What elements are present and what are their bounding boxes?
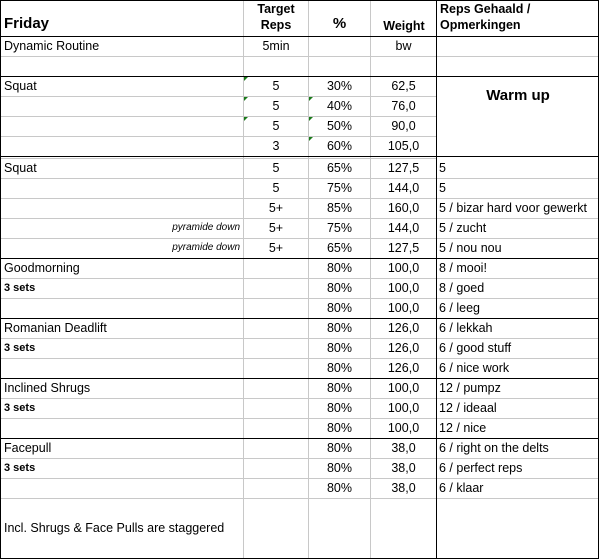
percent-cell: 65% — [326, 241, 353, 255]
exercise-cell — [4, 178, 240, 198]
grid-line — [436, 278, 598, 279]
grid-line — [436, 478, 598, 479]
grid-line — [436, 298, 598, 299]
weight-cell: 100,0 — [387, 261, 420, 275]
reps-done-cell — [439, 96, 597, 116]
reps-done-cell: 12 / pumpz — [439, 381, 501, 395]
target-reps-cell: 5 — [272, 119, 280, 133]
target-reps-cell: 5 — [272, 161, 280, 175]
target-reps-cell: 5 — [272, 181, 280, 195]
grid-line — [436, 56, 598, 57]
reps-done-cell: 12 / nice — [439, 421, 487, 435]
percent-cell: 85% — [326, 201, 353, 215]
footer-note: Incl. Shrugs & Face Pulls are staggered — [4, 521, 225, 535]
weight-cell: 100,0 — [387, 301, 420, 315]
reps-done-cell — [439, 76, 597, 96]
weight-cell: 160,0 — [387, 201, 420, 215]
reps-done-cell: 12 / ideaal — [439, 401, 497, 415]
reps-done-cell: 6 / leeg — [439, 301, 481, 315]
percent-cell: 30% — [326, 79, 353, 93]
header-percent: % — [332, 15, 347, 32]
target-reps-cell — [244, 478, 308, 498]
exercise-cell: 3 sets — [4, 402, 36, 414]
target-reps-cell — [244, 458, 308, 478]
grid-line — [436, 338, 598, 339]
reps-done-cell: 8 / goed — [439, 281, 485, 295]
exercise-cell — [4, 96, 240, 116]
target-reps-cell — [244, 398, 308, 418]
exercise-cell — [4, 116, 240, 136]
percent-cell: 75% — [326, 221, 353, 235]
grid-line — [436, 398, 598, 399]
set-note-cell: pyramide down — [172, 242, 240, 253]
border-line — [0, 378, 599, 379]
percent-cell: 80% — [326, 461, 353, 475]
grid-line — [370, 0, 371, 559]
grid-line — [436, 458, 598, 459]
weight-cell: 90,0 — [391, 119, 416, 133]
weight-cell: 105,0 — [387, 139, 420, 153]
reps-done-cell — [439, 36, 597, 56]
border-line — [0, 156, 599, 157]
weight-cell: 38,0 — [391, 461, 416, 475]
reps-done-cell: 5 — [439, 181, 446, 195]
percent-cell: 80% — [326, 321, 353, 335]
border-line — [0, 258, 599, 259]
exercise-cell: Squat — [4, 79, 37, 93]
grid-line — [243, 0, 244, 559]
reps-done-cell: 6 / lekkah — [439, 321, 493, 335]
target-reps-cell — [244, 338, 308, 358]
border-line — [0, 438, 599, 439]
weight-cell: 100,0 — [387, 281, 420, 295]
border-line — [0, 0, 599, 1]
exercise-cell: 3 sets — [4, 342, 36, 354]
target-reps-cell: 5 — [272, 99, 280, 113]
percent-cell: 80% — [326, 301, 353, 315]
weight-cell: 62,5 — [391, 79, 416, 93]
weight-cell: 38,0 — [391, 441, 416, 455]
border-line — [436, 0, 437, 559]
target-reps-cell: 5min — [262, 39, 290, 53]
weight-cell: 100,0 — [387, 401, 420, 415]
warmup-label: Warm up — [486, 87, 550, 104]
reps-done-cell: 6 / good stuff — [439, 341, 512, 355]
reps-done-cell: 6 / nice work — [439, 361, 510, 375]
reps-done-cell: 5 / bizar hard voor gewerkt — [439, 201, 587, 215]
exercise-cell — [4, 198, 240, 218]
reps-done-cell: 6 / klaar — [439, 481, 484, 495]
exercise-cell: Squat — [4, 161, 37, 175]
percent-cell: 80% — [326, 481, 353, 495]
exercise-cell — [4, 298, 240, 318]
reps-done-cell: 5 / nou nou — [439, 241, 502, 255]
target-reps-cell — [244, 418, 308, 438]
exercise-cell: 3 sets — [4, 462, 36, 474]
border-line — [0, 318, 599, 319]
border-line — [0, 76, 599, 77]
exercise-cell — [4, 478, 240, 498]
target-reps-cell: 5+ — [268, 221, 284, 235]
set-note-cell: pyramide down — [172, 222, 240, 233]
reps-done-cell — [439, 116, 597, 136]
header-reps-done: Reps Gehaald / Opmerkingen — [440, 2, 531, 32]
percent-cell: 80% — [326, 381, 353, 395]
header-target-reps: Target Reps — [257, 2, 295, 32]
reps-done-cell — [439, 136, 597, 156]
exercise-cell: Romanian Deadlift — [4, 321, 107, 335]
weight-cell: 127,5 — [387, 161, 420, 175]
exercise-cell — [4, 136, 240, 156]
weight-cell: 38,0 — [391, 481, 416, 495]
border-line — [0, 0, 1, 559]
reps-done-cell — [439, 56, 597, 76]
percent-cell: 40% — [326, 99, 353, 113]
header-weight: Weight — [383, 19, 425, 33]
exercise-cell — [4, 358, 240, 378]
percent-cell: 65% — [326, 161, 353, 175]
weight-cell: 127,5 — [387, 241, 420, 255]
weight-cell: 100,0 — [387, 381, 420, 395]
target-reps-cell — [244, 56, 308, 76]
percent-cell: 80% — [326, 361, 353, 375]
header-day: Friday — [4, 15, 50, 32]
percent-cell: 80% — [326, 281, 353, 295]
reps-done-cell: 5 / zucht — [439, 221, 487, 235]
target-reps-cell — [244, 358, 308, 378]
percent-cell: 60% — [326, 139, 353, 153]
target-reps-cell — [244, 278, 308, 298]
reps-done-cell: 6 / right on the delts — [439, 441, 549, 455]
grid-line — [436, 238, 598, 239]
exercise-cell — [4, 56, 240, 76]
weight-cell: 126,0 — [387, 321, 420, 335]
reps-done-cell: 8 / mooi! — [439, 261, 487, 275]
weight-cell: 144,0 — [387, 221, 420, 235]
target-reps-cell: 5 — [272, 79, 280, 93]
grid-line — [308, 0, 309, 559]
target-reps-cell — [244, 318, 308, 338]
percent-cell: 80% — [326, 441, 353, 455]
reps-done-cell: 6 / perfect reps — [439, 461, 523, 475]
grid-line — [436, 178, 598, 179]
target-reps-cell — [244, 438, 308, 458]
target-reps-cell: 3 — [272, 139, 280, 153]
target-reps-cell — [244, 258, 308, 278]
grid-line — [436, 498, 598, 499]
target-reps-cell: 5+ — [268, 201, 284, 215]
grid-line — [436, 198, 598, 199]
exercise-cell: Goodmorning — [4, 261, 80, 275]
percent-cell: 80% — [326, 261, 353, 275]
reps-done-cell: 5 — [439, 161, 446, 175]
weight-cell: 76,0 — [391, 99, 416, 113]
weight-cell: 126,0 — [387, 341, 420, 355]
exercise-cell — [4, 418, 240, 438]
percent-cell: 80% — [326, 341, 353, 355]
weight-cell — [371, 56, 436, 76]
percent-cell: 80% — [326, 421, 353, 435]
grid-line — [436, 418, 598, 419]
exercise-cell: 3 sets — [4, 282, 36, 294]
percent-cell — [309, 56, 370, 76]
grid-line — [436, 218, 598, 219]
grid-line — [436, 358, 598, 359]
border-line — [0, 36, 599, 37]
weight-cell: bw — [395, 39, 412, 53]
weight-cell: 100,0 — [387, 421, 420, 435]
percent-cell: 80% — [326, 401, 353, 415]
percent-cell: 50% — [326, 119, 353, 133]
exercise-cell: Dynamic Routine — [4, 39, 100, 53]
percent-cell: 75% — [326, 181, 353, 195]
target-reps-cell: 5+ — [268, 241, 284, 255]
weight-cell: 126,0 — [387, 361, 420, 375]
target-reps-cell — [244, 298, 308, 318]
percent-cell — [309, 36, 370, 56]
exercise-cell: Facepull — [4, 441, 52, 455]
exercise-cell: Inclined Shrugs — [4, 381, 91, 395]
target-reps-cell — [244, 378, 308, 398]
weight-cell: 144,0 — [387, 181, 420, 195]
